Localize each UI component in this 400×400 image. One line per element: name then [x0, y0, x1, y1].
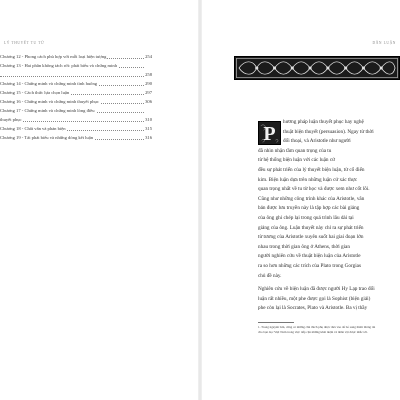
toc-entry-page: 258 — [145, 72, 152, 77]
toc-entry — [0, 88, 152, 97]
text-line: kim. Biện luận dựa trên những luận cứ xác thực — [258, 176, 358, 183]
toc-leader-dots — [0, 76, 144, 77]
text-line: Cũng như những công trình khác của Aristotle, văn — [258, 195, 365, 202]
toc-entry-title: Chương 17 - Chứng minh và chứng minh lòng điều — [0, 108, 95, 113]
text-line: quan trọng nhất về tu từ học và được xem như cốt lõi. — [258, 186, 370, 193]
ornament-pattern-icon — [235, 57, 399, 79]
text-line: của ông ghi chép lại trong quá trình lâu dài tại — [258, 214, 354, 221]
right-page — [202, 0, 400, 400]
toc-entry — [0, 106, 152, 115]
toc-entry-title: Chương 15 - Cách thức lựa chọn luận — [0, 90, 70, 95]
toc-entry-title: Chương 18 - Chất vấn và phản biện — [0, 126, 66, 131]
table-of-contents — [0, 52, 152, 142]
toc-entry-page: 306 — [145, 99, 152, 104]
toc-entry-page: 315 — [145, 126, 152, 131]
text-line: ra so hơn những các trích của Plato trong Gorgias — [258, 262, 361, 269]
text-line: bản được lưu truyền này là tập hợp các bài giảng — [258, 205, 360, 212]
dropcap-letter: P — [263, 123, 276, 145]
left-running-head: LÝ THUYẾT TU TỪ — [4, 41, 45, 45]
toc-entry — [0, 115, 152, 124]
text-line: giảng của ông. Luận thuyết này chỉ ra sự phát triển — [258, 224, 364, 231]
main-paragraph — [258, 118, 400, 281]
toc-entry-page: 254 — [145, 54, 152, 59]
toc-entry-title: thuyết phục — [0, 117, 22, 122]
text-line: đều sự phát triển của lý thuyết biện luận, từ cổ điển — [258, 166, 365, 173]
text-line: Nghiên cứu về biện luận đã được người Hy Lạp trao đổi — [258, 286, 375, 292]
toc-entry — [0, 124, 152, 133]
text-line: nhau trong thời gian ông ở Athens, thời gian — [258, 243, 350, 250]
toc-entry-page: 297 — [145, 90, 152, 95]
toc-entry — [0, 61, 152, 70]
toc-entry-title: Chương 14 - Chứng minh và chứng minh tình huống — [0, 81, 98, 86]
toc-entry-page: 316 — [145, 135, 152, 140]
text-line: người nghiên cứu về thuật biện luận của Aristotle — [258, 253, 361, 260]
text-line: cho bạn đọc Việt Nam trong việc tiếp cận những khái niệm và nhân vật được nhắc tới. — [258, 329, 368, 334]
text-line: thuật biện thuyết (persuasion). Ngay từ thời — [283, 128, 374, 135]
text-line: đã nhìn nhận tầm quan trọng của tu — [258, 147, 332, 154]
toc-entry-title: Chương 19 - Tái phát biểu và những dòng kết luận — [0, 135, 94, 140]
toc-entry-page: 290 — [145, 81, 152, 86]
toc-entry-title: Chương 16 - Chứng minh và chứng minh thuyết phục — [0, 99, 99, 104]
right-running-head: DẪN LUẬN — [372, 41, 396, 45]
toc-entry-page: 310 — [145, 117, 152, 122]
footnote — [258, 325, 400, 334]
toc-entry — [0, 70, 152, 79]
toc-entry — [0, 97, 152, 106]
text-line: 1. Trong nguyên bản, cũng có những chú thích phụ được đưa vào để bổ sung thêm thông tin — [258, 325, 376, 329]
left-page — [0, 0, 198, 400]
text-line: từ hệ thống biện luận với các luận cứ — [258, 157, 335, 164]
text-line: luận rất nhiều, một phe được gọi là Sophist (biện giải) — [258, 295, 371, 302]
text-line: hương pháp luận thuyết phục hay nghệ — [283, 119, 364, 125]
toc-entry-title: Chương 12 - Phong cách phù hợp với mỗi loại hiện tượng — [0, 54, 107, 59]
text-line: phe còn lại là Socrates, Plato và Aristotle. Ba vị thầy — [258, 305, 368, 312]
toc-entry-title: Chương 13 - Hai phần không tách rời: phát biểu và chứng minh — [0, 63, 118, 68]
footnote-divider — [258, 322, 294, 323]
second-paragraph — [258, 285, 400, 314]
toc-entry — [0, 133, 152, 142]
decorative-header-ornament — [234, 56, 400, 80]
toc-entry — [0, 79, 152, 88]
text-line: chủ đề này. — [258, 272, 282, 279]
toc-entry — [0, 52, 152, 61]
text-line: đối thoại, và Aristotle như người — [283, 138, 351, 145]
text-line: từ tương của Aristotle xuyên suốt hai giai đoạn lớn — [258, 234, 364, 241]
